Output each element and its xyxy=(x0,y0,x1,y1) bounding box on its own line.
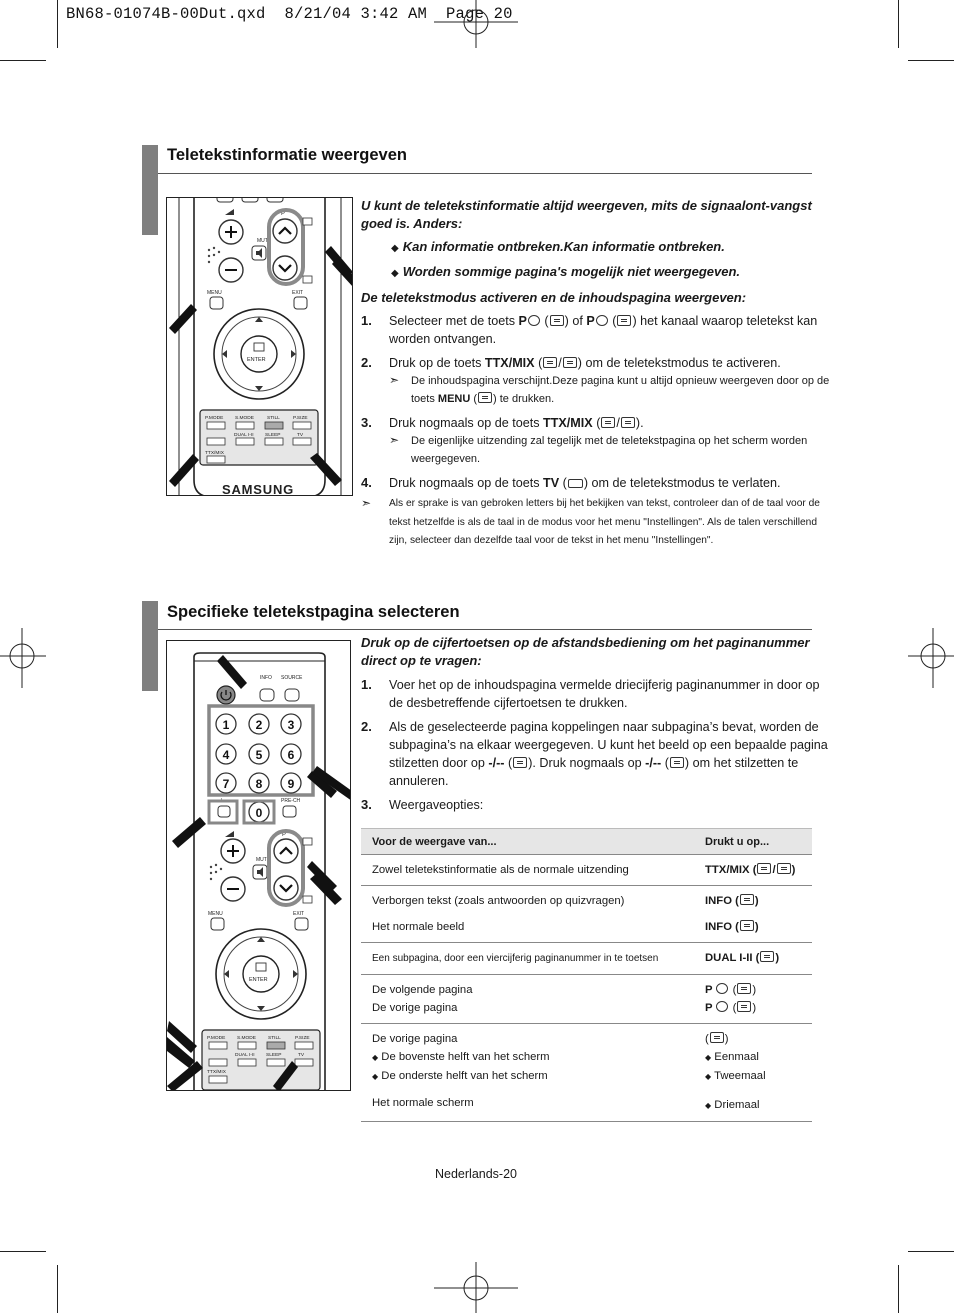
dual-label: DUAL I-II xyxy=(235,1053,255,1058)
registration-mark-left xyxy=(0,628,50,688)
key-name: TTX/MIX xyxy=(543,416,593,430)
table-cell xyxy=(361,886,694,943)
crop-mark xyxy=(0,1251,46,1252)
note-text: Als er sprake is van gebroken letters bij het bekijken van tekst, controleer dan of de taal voor de tekst hetzelfde is als de taal in de modus voor het menu "Instellingen". Als de talen verschillend zijn, selecteer dan dezelfde taal voor de tekst in het menu "Instellingen". xyxy=(389,498,820,546)
section1-intro: U kunt de teletekstinformatie altijd weergeven, mits de signaalont-vangst goed is. Anders: xyxy=(361,198,812,231)
page-down-icon xyxy=(737,1001,751,1012)
menu-icon xyxy=(478,392,492,403)
table-header-row xyxy=(361,829,812,855)
registration-mark-right xyxy=(904,628,954,688)
step-number: 4. xyxy=(361,475,372,490)
cell-text: Driemaal xyxy=(714,1099,760,1111)
section-bar xyxy=(142,601,158,691)
step-number: 1. xyxy=(361,313,372,328)
exit-label: EXIT xyxy=(293,911,305,917)
cell-text: De vorige pagina xyxy=(372,1002,458,1014)
crop-mark xyxy=(908,60,954,61)
step-text: ) het kanaal waarop teletekst kan worden ontvangen. xyxy=(389,314,818,346)
p-label: P xyxy=(281,211,286,217)
print-header: BN68-01074B-00Dut.qxd 8/21/04 3:42 AM Page 20 xyxy=(66,5,513,23)
prech-label: PRE-CH xyxy=(281,798,301,804)
section1-note xyxy=(361,495,833,551)
cell-text: ( xyxy=(705,1033,709,1045)
mute-label: MUTE xyxy=(256,857,271,863)
crop-mark xyxy=(57,1265,58,1313)
diamond-icon: ◆ xyxy=(391,268,399,279)
step-2 xyxy=(361,718,833,790)
step-text: ) om de teletekstmodus te activeren. xyxy=(577,356,781,370)
cell-line xyxy=(705,1067,801,1086)
cell-line xyxy=(372,1067,683,1086)
hold-icon xyxy=(670,757,684,768)
p-label: P xyxy=(282,832,287,838)
note-arrow-icon: ➣ xyxy=(361,496,372,510)
page-up-icon xyxy=(737,983,751,994)
table-row xyxy=(361,855,812,886)
cell-text: ) xyxy=(752,1002,757,1014)
key-name: TV xyxy=(543,476,560,490)
step-text: ( xyxy=(559,476,567,490)
step-3 xyxy=(361,796,833,814)
step-text: Druk op de toets xyxy=(389,356,485,370)
table-row xyxy=(361,886,812,943)
dual-label: DUAL I-II xyxy=(234,433,254,438)
sleep-label: SLEEP xyxy=(265,433,281,438)
section1-bullet xyxy=(391,238,833,258)
registration-mark-bottom xyxy=(432,1262,522,1313)
step-text: Voer het op de inhoudspagina vermelde driecijferig paginanummer in door op de desbetreffende cijfertoetsen te drukken. xyxy=(389,678,820,710)
digit-5: 5 xyxy=(255,748,263,762)
display-options-table xyxy=(361,828,812,1122)
ttxmix-label: TTX/MIX xyxy=(205,451,224,456)
section1-bullet xyxy=(391,263,833,283)
info-icon xyxy=(740,920,754,931)
digit-4: 4 xyxy=(222,748,230,762)
section-title: Teletekstinformatie weergeven xyxy=(167,146,407,164)
digit-0: 0 xyxy=(255,806,263,820)
digit-6: 6 xyxy=(287,748,295,762)
step-text: ( xyxy=(592,416,601,430)
step-text: ) of xyxy=(564,314,587,328)
crop-mark xyxy=(898,1265,899,1313)
step-text: ). Druk nogmaals op xyxy=(528,756,646,770)
cell-text: ) xyxy=(754,921,759,933)
brand-logo: SAMSUNG xyxy=(222,482,295,496)
ttxmix-label: TTX/MIX xyxy=(207,1070,226,1075)
chevron-down-icon xyxy=(716,1001,728,1012)
cell-line xyxy=(705,981,801,999)
cell-text: Het normale beeld xyxy=(372,921,465,933)
teletext-icon xyxy=(601,417,615,428)
sub-page-icon xyxy=(760,951,774,962)
chevron-up-icon xyxy=(528,315,540,326)
note-text: De inhoudspagina verschijnt.Deze pagina kunt u altijd opnieuw weergeven door op de toets xyxy=(411,375,830,405)
small-diamond-icon: ◆ xyxy=(705,1053,712,1062)
table-cell xyxy=(694,1024,812,1122)
note-text: De eigenlijke uitzending zal tegelijk met de teletekstpagina op het scherm worden weergegeven. xyxy=(411,435,808,465)
mute-label: MUTE xyxy=(257,238,272,244)
table-cell xyxy=(361,1024,694,1122)
digit-9: 9 xyxy=(287,777,295,791)
cell-line xyxy=(705,1048,801,1067)
cell-text: Het normale scherm xyxy=(372,1097,474,1109)
cell-text: ( xyxy=(732,984,737,996)
section-rule xyxy=(158,173,812,174)
page-up-icon xyxy=(550,315,564,326)
small-diamond-icon: ◆ xyxy=(705,1101,712,1110)
smode-label: S.MODE xyxy=(235,416,254,421)
table-cell xyxy=(361,855,694,886)
cell-text: Verborgen tekst (zoals antwoorden op quizvragen) xyxy=(372,895,625,907)
key-name: -/-- xyxy=(488,756,505,770)
cell-line xyxy=(705,1096,801,1115)
cell-text: ( xyxy=(732,1002,737,1014)
cell-text: P xyxy=(705,984,713,996)
hold-icon xyxy=(513,757,527,768)
note-arrow-icon: ➣ xyxy=(389,373,400,387)
cell-text: ) xyxy=(754,895,759,907)
cell-line xyxy=(705,892,801,910)
chevron-down-icon xyxy=(596,315,608,326)
digit-7: 7 xyxy=(222,777,230,791)
pmode-label: P.MODE xyxy=(207,1036,226,1041)
cell-line xyxy=(372,1048,683,1067)
cell-text: INFO ( xyxy=(705,895,739,907)
step-number: 1. xyxy=(361,677,372,692)
table-header: Drukt u op... xyxy=(694,829,812,855)
step-text: Als de geselecteerde pagina koppelingen naar subpagina’s bevat, worden de subpagina’s na elkaar weergegeven. U kunt het beeld op een bepaalde pagina stilzetten door op xyxy=(389,720,828,770)
step-number: 2. xyxy=(361,719,372,734)
step-text: Weergaveopties: xyxy=(389,798,484,812)
small-diamond-icon: ◆ xyxy=(705,1072,712,1081)
step-text: Selecteer met de toets xyxy=(389,314,519,328)
info-label: INFO xyxy=(260,675,272,681)
table-cell xyxy=(361,943,694,975)
crop-mark xyxy=(57,0,58,48)
digit-1: 1 xyxy=(222,718,230,732)
crop-mark xyxy=(898,0,899,48)
cell-text: Een subpagina, door een viercijferig paginanummer in te toetsen xyxy=(372,953,659,964)
cell-text: INFO ( xyxy=(705,921,739,933)
small-diamond-icon: ◆ xyxy=(372,1053,379,1062)
digit-2: 2 xyxy=(255,718,263,732)
bullet-text: Worden sommige pagina's mogelijk niet weergegeven. xyxy=(402,264,741,279)
table-cell xyxy=(694,975,812,1024)
chevron-up-icon xyxy=(716,983,728,994)
step-text: Druk nogmaals op de toets xyxy=(389,476,544,490)
teletext-icon xyxy=(543,357,557,368)
mix-icon xyxy=(563,357,577,368)
key-name: TTX/MIX xyxy=(484,356,535,370)
tv-icon xyxy=(568,479,583,488)
key-name: P xyxy=(586,314,595,328)
step-text: Druk nogmaals op de toets xyxy=(389,416,544,430)
digit-3: 3 xyxy=(287,718,295,732)
step-text: ( xyxy=(661,756,669,770)
cell-line xyxy=(705,999,801,1017)
step-3: 3. Druk nogmaals op de toets TTX/MIX ( / ). xyxy=(361,415,644,430)
section2-intro: Druk op de cijfertoetsen op de afstandsbediening om het paginanummer direct op te vragen: xyxy=(361,635,810,668)
diamond-icon: ◆ xyxy=(391,243,399,254)
cell-line xyxy=(705,1030,801,1048)
table-cell: TTX/MIX ( / ) xyxy=(694,855,812,886)
smode-label: S.MODE xyxy=(237,1036,256,1041)
still-label: STILL xyxy=(267,416,280,421)
small-diamond-icon: ◆ xyxy=(372,1072,379,1081)
section-title: Specifieke teletekstpagina selecteren xyxy=(167,603,460,621)
digit-8: 8 xyxy=(255,777,263,791)
cell-text: TTX/MIX ( xyxy=(705,864,757,876)
pmode-label: P.MODE xyxy=(205,416,224,421)
table-cell xyxy=(694,943,812,975)
step-text: ( xyxy=(504,756,513,770)
section1-subhead: De teletekstmodus activeren en de inhoudspagina weergeven: xyxy=(361,290,747,305)
step-1 xyxy=(361,312,833,348)
section1-content xyxy=(361,197,833,551)
enter-label: ENTER xyxy=(249,977,268,983)
info-icon xyxy=(740,894,754,905)
cell-text: De volgende pagina xyxy=(372,984,473,996)
cell-text: Tweemaal xyxy=(714,1070,766,1082)
mix-icon xyxy=(621,417,635,428)
cell-text: ) xyxy=(724,1033,729,1045)
table-row xyxy=(361,1024,812,1122)
page-number: Nederlands-20 xyxy=(435,1167,517,1181)
still-label: STILL xyxy=(268,1036,281,1041)
step-text: ) om de teletekstmodus te verlaten. xyxy=(583,476,781,490)
cell-text: ) xyxy=(752,984,757,996)
section-rule xyxy=(158,629,812,630)
crop-mark xyxy=(908,1251,954,1252)
step-1 xyxy=(361,676,833,712)
cell-text: DUAL I-II ( xyxy=(705,952,760,964)
size-icon xyxy=(710,1032,724,1043)
step-text: ( xyxy=(534,356,543,370)
tv-label: TV xyxy=(298,1053,305,1058)
page-footer xyxy=(0,1167,954,1181)
source-label: SOURCE xyxy=(281,675,303,681)
mix-icon xyxy=(777,863,791,874)
step-2: 2. Druk op de toets TTX/MIX ( / ) om de teletekstmodus te activeren. xyxy=(361,355,781,370)
key-name: P xyxy=(518,314,527,328)
enter-label: ENTER xyxy=(247,357,266,363)
registration-mark-top xyxy=(432,0,522,50)
table-cell xyxy=(361,975,694,1024)
note-text: ( xyxy=(470,393,478,405)
key-name: MENU xyxy=(437,393,471,405)
step-4 xyxy=(361,474,833,492)
cell-text: Eenmaal xyxy=(714,1051,759,1063)
step-text: ) om het stilzetten te annuleren. xyxy=(389,756,799,788)
cell-text: De bovenste helft van het scherm xyxy=(381,1051,550,1063)
sleep-label: SLEEP xyxy=(266,1053,282,1058)
cell-text: De vorige pagina xyxy=(372,1033,458,1045)
cell-text: ) xyxy=(791,864,796,876)
psize-label: P.SIZE xyxy=(293,416,308,421)
key-name: -/-- xyxy=(645,756,662,770)
page-down-icon xyxy=(617,315,631,326)
menu-label: MENU xyxy=(208,911,223,917)
teletext-icon xyxy=(757,863,771,874)
table-row xyxy=(361,943,812,975)
table-header: Voor de weergave van... xyxy=(361,829,694,855)
step-text: ( xyxy=(540,314,549,328)
tv-label: TV xyxy=(297,433,304,438)
step-number: 3. xyxy=(361,415,372,430)
cell-text: Zowel teletekstinformatie als de normale uitzending xyxy=(372,864,629,876)
bullet-text: Kan informatie ontbreken.Kan informatie ontbreken. xyxy=(402,239,725,254)
dash-label: -/-- xyxy=(219,798,226,804)
section2-content xyxy=(361,634,833,814)
exit-label: EXIT xyxy=(292,290,304,296)
crop-mark xyxy=(0,60,46,61)
section-bar xyxy=(142,145,158,235)
table-row xyxy=(361,975,812,1024)
table-cell xyxy=(694,886,812,943)
step-number: 3. xyxy=(361,797,372,812)
note-text: ) te drukken. xyxy=(493,393,555,405)
step-text: ( xyxy=(608,314,617,328)
step-number: 2. xyxy=(361,355,372,370)
remote-illustration-1 xyxy=(166,197,353,496)
step-3-note xyxy=(389,432,833,468)
cell-line xyxy=(705,918,801,936)
note-arrow-icon: ➣ xyxy=(389,433,400,447)
step-2-note xyxy=(389,372,833,408)
psize-label: P.SIZE xyxy=(295,1036,310,1041)
cell-text: P xyxy=(705,1002,713,1014)
remote-illustration-2 xyxy=(166,640,351,1091)
cell-text: De onderste helft van het scherm xyxy=(381,1070,548,1082)
step-text: ). xyxy=(635,416,644,430)
cell-text: ) xyxy=(775,952,780,964)
menu-label: MENU xyxy=(207,290,222,296)
